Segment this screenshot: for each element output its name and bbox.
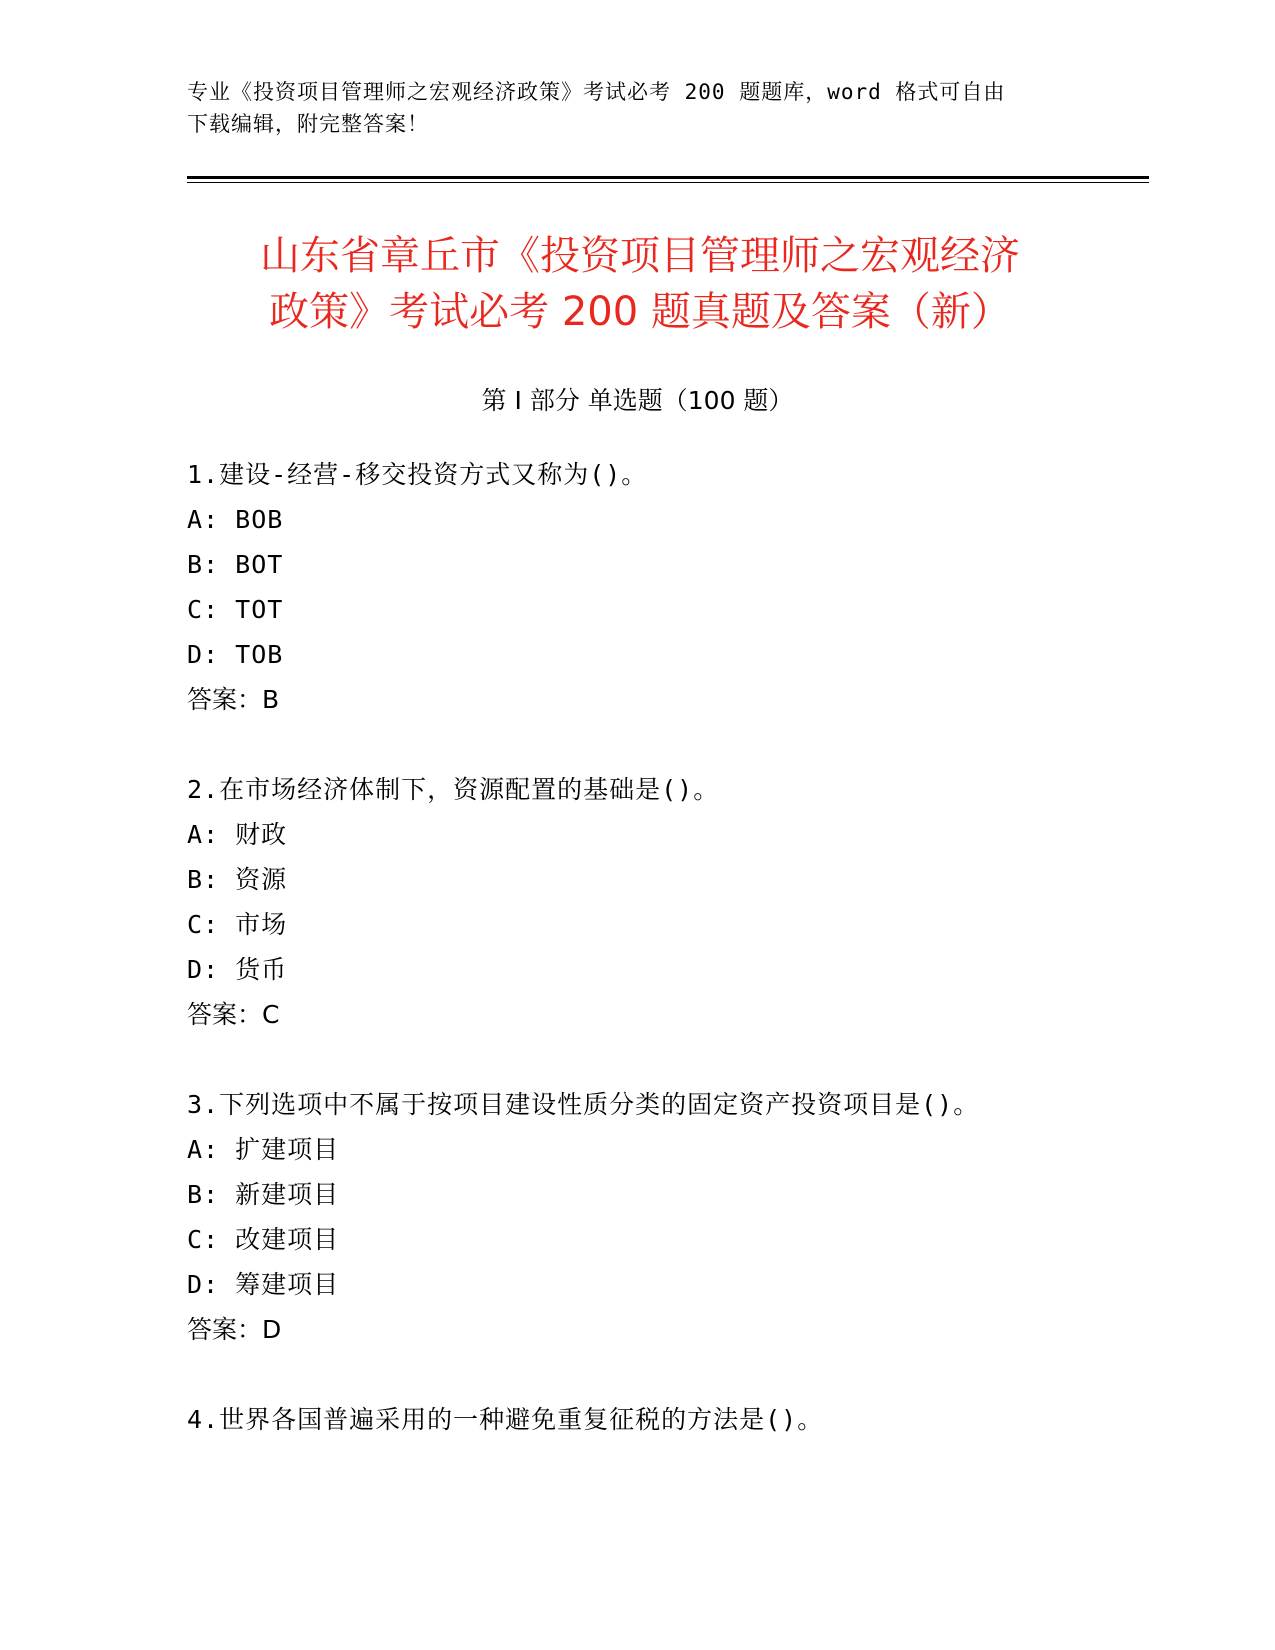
option-d: D: TOB bbox=[187, 640, 284, 669]
option-c: C: TOT bbox=[187, 595, 284, 624]
option-c: C: 市场 bbox=[187, 910, 288, 939]
question-stem: 1.建设-经营-移交投资方式又称为()。 bbox=[187, 460, 648, 489]
intro-line-1: 专业《投资项目管理师之宏观经济政策》考试必考 200 题题库，word 格式可自由 bbox=[187, 80, 1006, 104]
document-title bbox=[190, 228, 1090, 340]
option-b: B: 资源 bbox=[187, 865, 288, 894]
option-d: D: 筹建项目 bbox=[187, 1270, 340, 1299]
option-a: A: 财政 bbox=[187, 820, 288, 849]
option-c: C: 改建项目 bbox=[187, 1225, 340, 1254]
question-4 bbox=[187, 1397, 1137, 1442]
question-2 bbox=[187, 767, 1137, 1037]
header-divider-thick bbox=[187, 176, 1149, 179]
intro-line-2: 下载编辑，附完整答案！ bbox=[187, 112, 429, 136]
question-1 bbox=[187, 452, 1137, 722]
option-d: D: 货币 bbox=[187, 955, 288, 984]
option-a: A: BOB bbox=[187, 505, 284, 534]
answer: 答案：B bbox=[187, 685, 280, 714]
question-stem: 4.世界各国普遍采用的一种避免重复征税的方法是()。 bbox=[187, 1405, 824, 1434]
document-intro bbox=[187, 76, 1087, 140]
answer: 答案：C bbox=[187, 1000, 280, 1029]
header-divider-thin bbox=[187, 182, 1149, 183]
answer: 答案：D bbox=[187, 1315, 282, 1344]
title-line-2: 政策》考试必考 200 题真题及答案（新） bbox=[269, 289, 1011, 335]
title-line-1: 山东省章丘市《投资项目管理师之宏观经济 bbox=[260, 233, 1020, 279]
section-title: 第 I 部分 单选题（100 题） bbox=[481, 386, 794, 415]
option-b: B: BOT bbox=[187, 550, 284, 579]
question-stem: 3.下列选项中不属于按项目建设性质分类的固定资产投资项目是()。 bbox=[187, 1090, 980, 1119]
question-3 bbox=[187, 1082, 1137, 1352]
option-b: B: 新建项目 bbox=[187, 1180, 340, 1209]
question-stem: 2.在市场经济体制下，资源配置的基础是()。 bbox=[187, 775, 720, 804]
option-a: A: 扩建项目 bbox=[187, 1135, 340, 1164]
